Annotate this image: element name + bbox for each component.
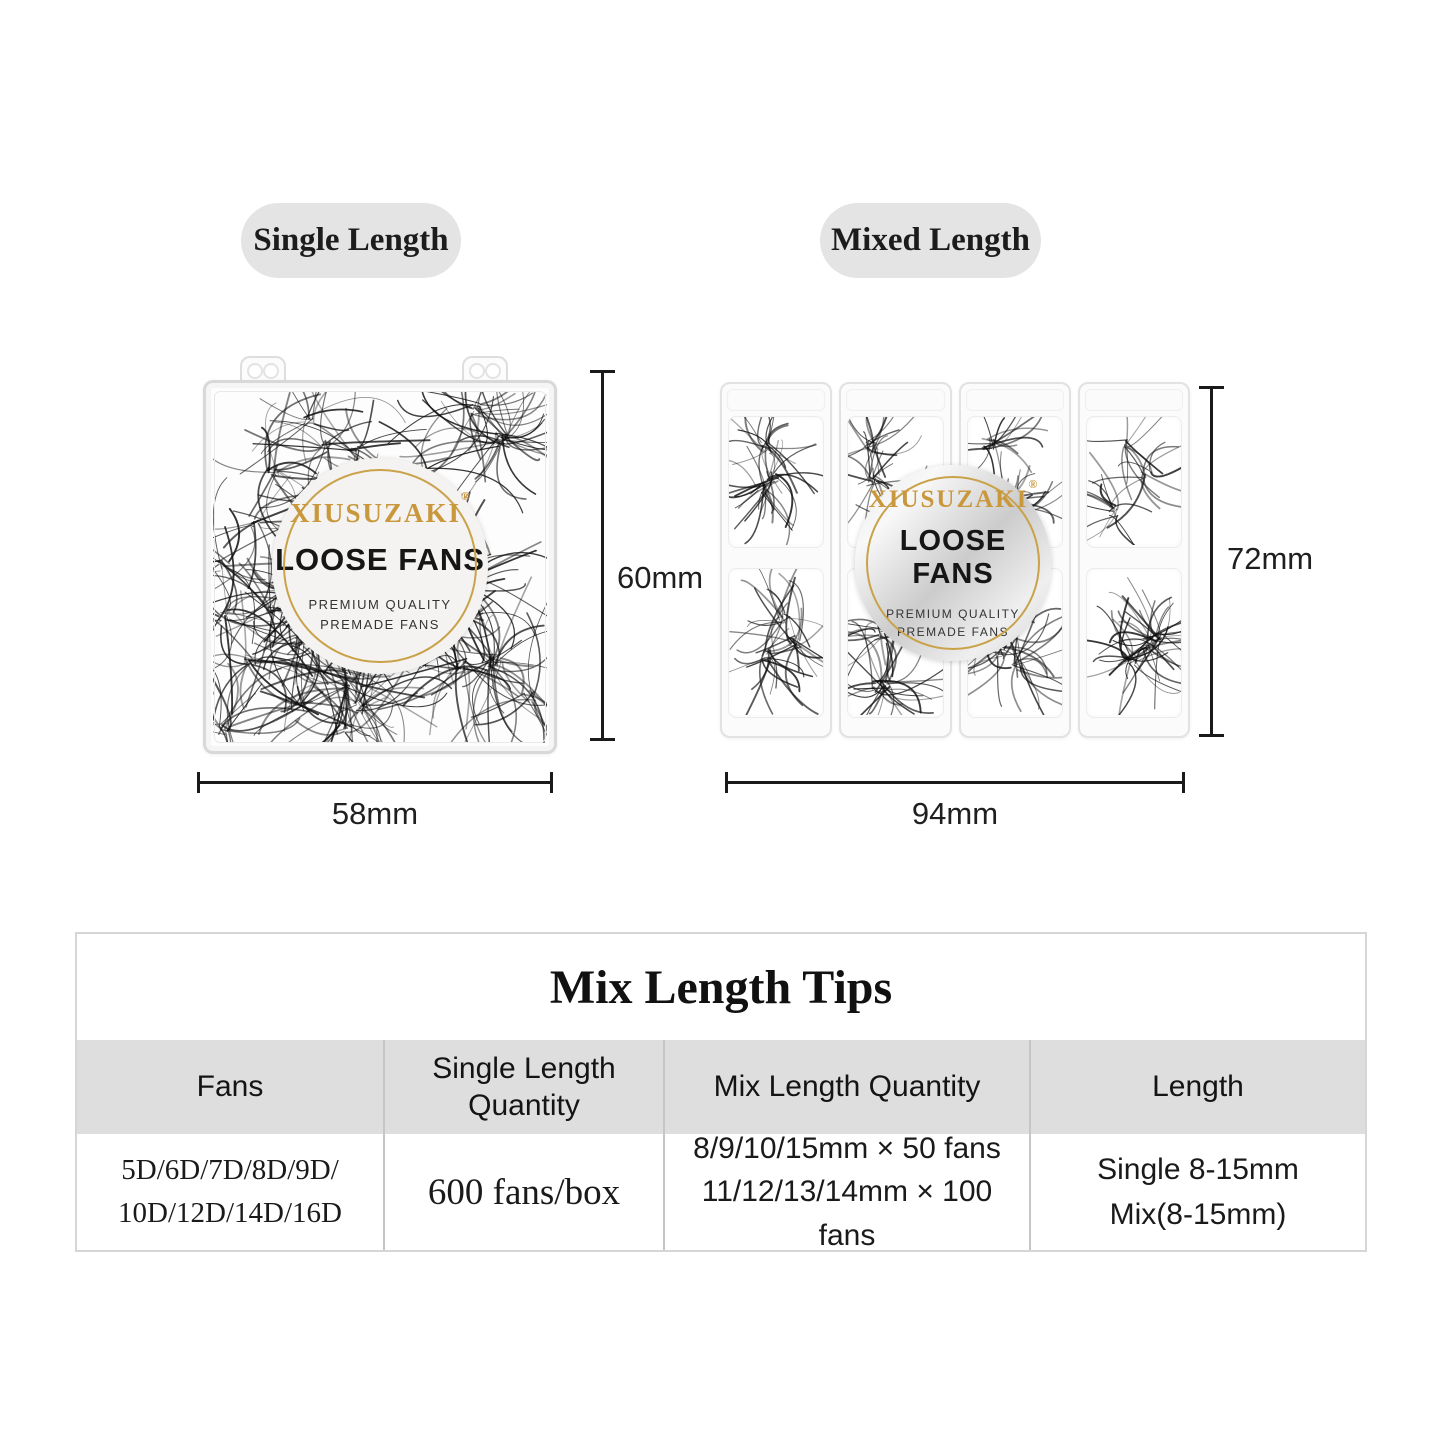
tagline-line1: PREMIUM QUALITY	[886, 606, 1020, 621]
badge-single-length-label: Single Length	[253, 222, 449, 258]
cell-length: Single 8-15mm Mix(8-15mm)	[1029, 1134, 1365, 1250]
tagline-line2: PREMADE FANS	[896, 624, 1009, 639]
registered-mark: ®	[1028, 476, 1038, 491]
cell-fans: 5D/6D/7D/8D/9D/ 10D/12D/14D/16D	[77, 1134, 383, 1250]
brand-label-mixed	[855, 465, 1051, 661]
brand-name: XIUSUZAKI®	[868, 476, 1038, 513]
dimension-label-single-height: 60mm	[617, 560, 704, 595]
header-cell-mix-length-quantity: Mix Length Quantity	[663, 1040, 1029, 1134]
badge-mixed-length-label: Mixed Length	[831, 222, 1030, 258]
compartment-cell	[728, 416, 824, 548]
tagline-line1: PREMIUM QUALITY	[308, 597, 452, 612]
compartment-cell	[728, 568, 824, 718]
dimension-label-mixed-width: 94mm	[911, 796, 999, 831]
dimension-line-mixed-width	[725, 781, 1185, 784]
registered-mark: ®	[461, 489, 470, 503]
table-header-row	[77, 1040, 1365, 1134]
compartment-strip	[720, 382, 832, 738]
lash-cluster-art	[1087, 569, 1182, 715]
brand-tagline	[886, 605, 1020, 641]
box-hinge-icon	[462, 356, 508, 383]
brand-label-single	[272, 458, 488, 674]
dimension-line-mixed-height	[1210, 386, 1213, 737]
lash-cluster-art	[1087, 417, 1182, 545]
lash-cluster-art	[729, 417, 824, 545]
table-data-row	[77, 1131, 1365, 1252]
header-cell-length: Length	[1029, 1040, 1365, 1134]
dimension-label-single-width: 58mm	[331, 796, 419, 831]
spec-table	[75, 932, 1367, 1252]
badge-single-length	[241, 203, 461, 278]
compartment-cell	[1086, 568, 1182, 718]
cell-single-length-quantity: 600 fans/box	[383, 1134, 663, 1250]
brand-name: XIUSUZAKI®	[289, 489, 470, 528]
product-name: LOOSE FANS	[899, 524, 1007, 590]
cell-mix-length-quantity: 8/9/10/15mm × 50 fans 11/12/13/14mm × 100 fans	[663, 1134, 1029, 1250]
dimension-line-single-height	[601, 370, 604, 741]
product-name: LOOSE FANS	[275, 542, 485, 577]
header-cell-single-length-quantity: Single Length Quantity	[383, 1040, 663, 1134]
compartment-cell	[1086, 416, 1182, 548]
table-title: Mix Length Tips	[549, 960, 893, 1014]
badge-mixed-length	[820, 203, 1041, 278]
lash-cluster-art	[729, 569, 824, 715]
compartment-strip	[1078, 382, 1190, 738]
box-hinge-icon	[240, 356, 286, 383]
tagline-line2: PREMADE FANS	[320, 616, 440, 632]
dimension-line-single-width	[197, 781, 553, 784]
dimension-label-mixed-height: 72mm	[1227, 541, 1314, 576]
header-cell-fans: Fans	[77, 1040, 383, 1134]
brand-tagline	[308, 595, 451, 634]
